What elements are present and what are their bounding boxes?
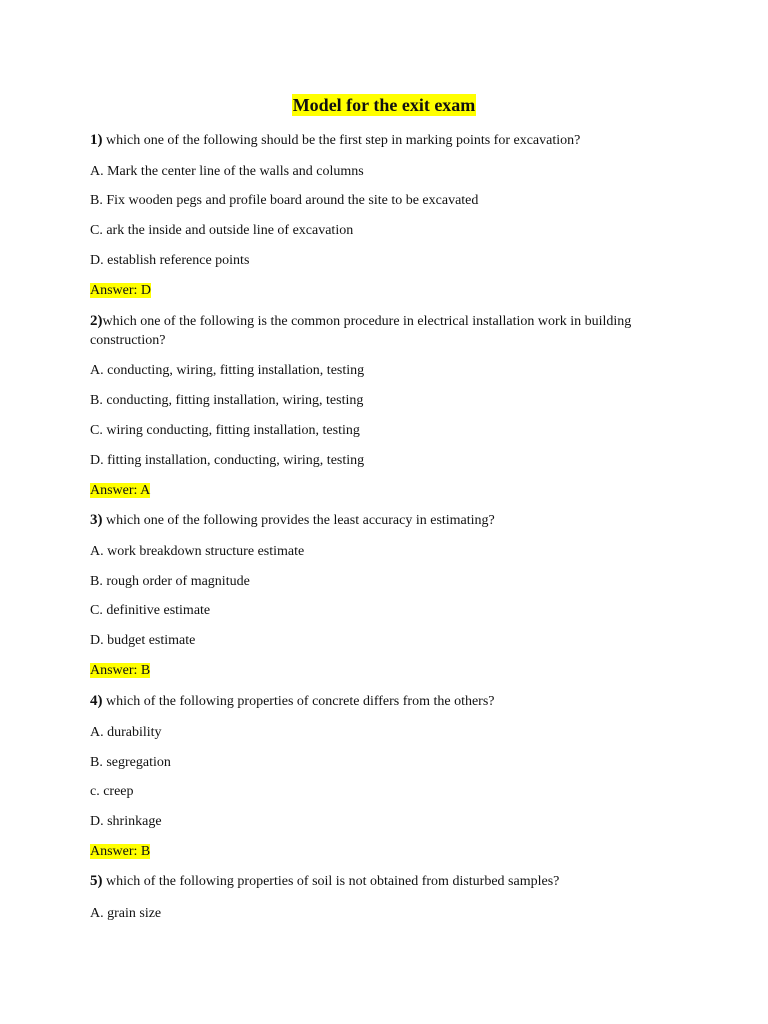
option: C. definitive estimate (90, 603, 211, 618)
question-4 (90, 692, 690, 711)
question-number: 2) (90, 313, 103, 329)
option: D. budget estimate (90, 633, 196, 648)
option: B. segregation (90, 755, 171, 770)
option: D. establish reference points (90, 253, 250, 268)
answer-4 (90, 842, 690, 861)
option: C. ark the inside and outside line of excavation (90, 223, 354, 238)
answer-text: Answer: B (90, 663, 151, 678)
option: A. work breakdown structure estimate (90, 544, 305, 559)
answer-text: Answer: A (90, 483, 151, 498)
document-title-text: Model for the exit exam (292, 95, 476, 115)
answer-1 (90, 281, 690, 300)
question-2 (90, 312, 690, 350)
question-number: 5) (90, 873, 103, 889)
question-5 (90, 872, 690, 891)
option: A. grain size (90, 906, 162, 921)
option: B. Fix wooden pegs and profile board around the site to be excavated (90, 193, 479, 208)
answer-3 (90, 661, 690, 680)
question-text: which one of the following provides the least accuracy in estimating? (102, 513, 495, 528)
option: C. wiring conducting, fitting installation, testing (90, 423, 360, 438)
answer-2 (90, 481, 690, 500)
question-text: which one of the following should be the first step in marking points for excavation? (102, 133, 581, 148)
option: A. durability (90, 725, 162, 740)
answer-text: Answer: D (90, 283, 152, 298)
option: D. fitting installation, conducting, wiring, testing (90, 453, 365, 468)
option: A. conducting, wiring, fitting installation, testing (90, 363, 365, 378)
question-text: which of the following properties of soil is not obtained from disturbed samples? (102, 874, 560, 889)
question-number: 4) (90, 693, 103, 709)
option: B. rough order of magnitude (90, 574, 250, 589)
option: D. shrinkage (90, 814, 162, 829)
option: B. conducting, fitting installation, wiring, testing (90, 393, 364, 408)
question-number: 1) (90, 132, 103, 148)
question-number: 3) (90, 512, 103, 528)
document-title (0, 94, 768, 116)
option: c. creep (90, 784, 134, 799)
question-text: which of the following properties of concrete differs from the others? (102, 694, 495, 709)
option: A. Mark the center line of the walls and columns (90, 164, 364, 179)
question-text: which one of the following is the common procedure in electrical installation work in building construction? (90, 314, 632, 348)
answer-text: Answer: B (90, 844, 151, 859)
question-1 (90, 131, 690, 150)
question-3 (90, 511, 690, 530)
